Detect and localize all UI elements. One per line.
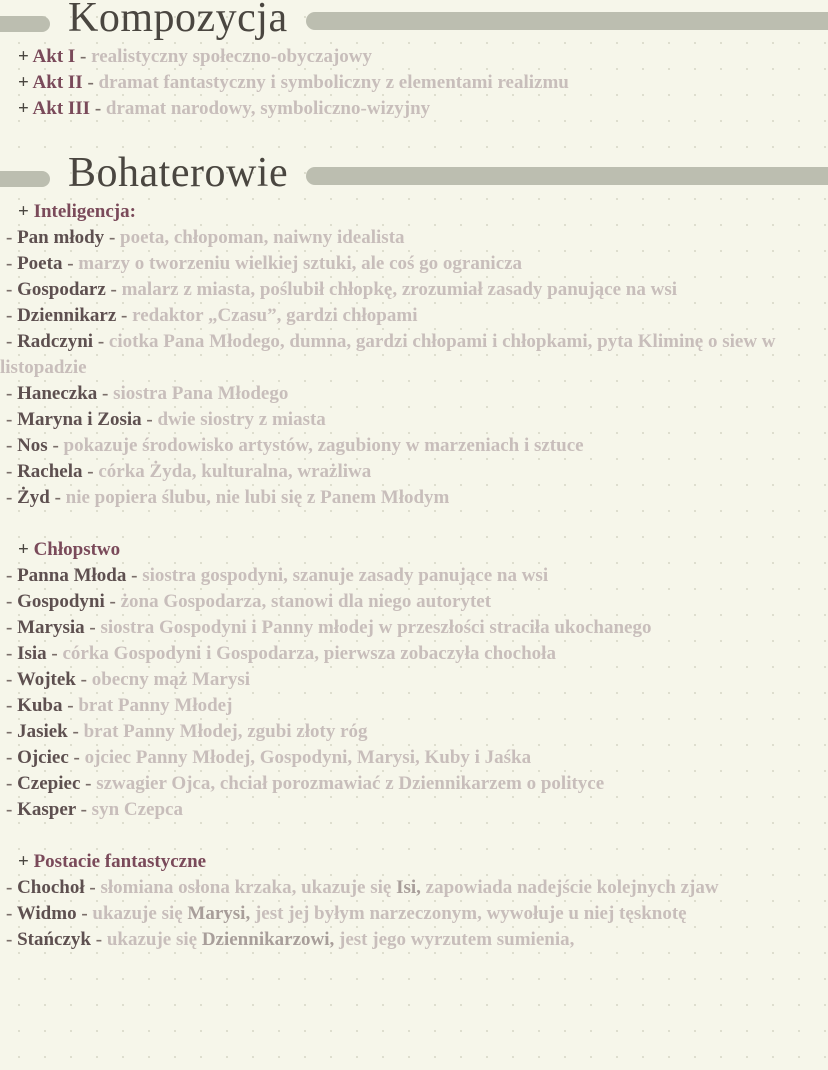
dash-bullet: -: [6, 773, 13, 794]
dash-separator: -: [85, 773, 92, 794]
dash-separator: -: [54, 487, 61, 508]
character-name: Gospodarz: [17, 279, 106, 300]
character-name: Chochoł: [17, 877, 85, 898]
dash-bullet: -: [6, 617, 13, 638]
character-description: obecny mąż Marysi: [91, 669, 250, 690]
character-name: Panna Młoda: [17, 565, 127, 586]
dash-bullet: -: [6, 929, 13, 950]
dash-separator: -: [67, 695, 74, 716]
character-item: [0, 303, 826, 329]
plus-bullet: +: [18, 98, 29, 119]
group-heading: [0, 849, 826, 875]
character-description: marzy o tworzeniu wielkiej sztuki, ale coś go ogranicza: [78, 253, 523, 274]
character-description: szwagier Ojca, chciał porozmawiać z Dziennikarzem o polityce: [96, 773, 605, 794]
character-name: Rachela: [17, 461, 83, 482]
dash-separator: -: [109, 591, 116, 612]
character-item: [0, 641, 826, 667]
dash-bullet: -: [6, 227, 13, 248]
character-description: zapowiada nadejście kolejnych zjaw: [420, 877, 719, 898]
plus-bullet: +: [18, 72, 29, 93]
character-name: Jasiek: [17, 721, 68, 742]
dash-bullet: -: [6, 643, 13, 664]
character-name: Czepiec: [17, 773, 81, 794]
character-item: [0, 589, 826, 615]
dash-separator: -: [97, 331, 105, 352]
character-item: [0, 225, 826, 251]
dash-bullet: -: [6, 721, 13, 742]
dash-separator: -: [81, 903, 88, 924]
dash-bullet: -: [6, 799, 13, 820]
dash-bullet: -: [6, 409, 13, 430]
character-item: [0, 615, 826, 641]
dash-bullet: -: [6, 487, 13, 508]
dash-bullet: -: [6, 591, 13, 612]
dash-bullet: -: [6, 435, 13, 456]
emphasized-text: Dziennikarzowi,: [201, 929, 335, 950]
plus-bullet: +: [18, 201, 29, 222]
section-title: Bohaterowie: [68, 150, 289, 196]
dash-separator: -: [110, 279, 117, 300]
act-name: Akt III: [32, 98, 91, 119]
section-title: Kompozycja: [68, 0, 288, 41]
dash-separator: -: [72, 721, 79, 742]
character-item: [0, 719, 826, 745]
dash-separator: -: [73, 747, 80, 768]
act-description: dramat fantastyczny i symboliczny z elementami realizmu: [98, 72, 569, 93]
character-description: jest jego wyrzutem sumienia,: [334, 929, 575, 950]
character-name: Nos: [17, 435, 48, 456]
character-name: Gospodyni: [17, 591, 105, 612]
character-description: jest jej byłym narzeczonym, wywołuje u niej tęsknotę: [250, 903, 687, 924]
character-item: [0, 251, 826, 277]
dash-bullet: -: [6, 305, 13, 326]
act-description: realistyczny społeczno-obyczajowy: [91, 46, 373, 67]
character-item: [0, 901, 826, 927]
emphasized-text: Marysi,: [187, 903, 251, 924]
dash-separator: -: [89, 877, 96, 898]
dash-bullet: -: [6, 279, 13, 300]
act-name: Akt II: [32, 72, 83, 93]
character-description: ukazuje się: [106, 929, 202, 950]
character-name: Poeta: [17, 253, 63, 274]
character-description: redaktor „Czasu”, gardzi chłopami: [132, 305, 418, 326]
group-label: Postacie fantastyczne: [33, 851, 207, 872]
dash-bullet: -: [6, 669, 13, 690]
character-item: [0, 693, 826, 719]
character-name: Maryna i Zosia: [17, 409, 142, 430]
dash-separator: -: [80, 669, 87, 690]
dash-separator: -: [80, 799, 87, 820]
dash-separator: -: [87, 72, 94, 93]
character-description: brat Panny Młodej: [78, 695, 233, 716]
character-description: córka Gospodyni i Gospodarza, pierwsza zobaczyła chochoła: [62, 643, 556, 664]
dash-separator: -: [51, 643, 58, 664]
character-name: Isia: [17, 643, 47, 664]
character-item: [0, 563, 826, 589]
character-description: ukazuje się: [92, 903, 188, 924]
dash-separator: -: [108, 227, 116, 248]
character-name: Kasper: [17, 799, 76, 820]
dash-bullet: -: [6, 461, 13, 482]
character-description: syn Czepca: [91, 799, 183, 820]
character-description: słomiana osłona krzaka, ukazuje się: [100, 877, 397, 898]
character-item: [0, 485, 826, 511]
character-item: [0, 875, 826, 901]
act-item: [0, 44, 826, 70]
character-item: [0, 433, 826, 459]
character-name: Żyd: [17, 487, 50, 508]
dash-separator: -: [146, 409, 153, 430]
character-item: [0, 771, 826, 797]
act-name: Akt I: [32, 46, 76, 67]
dash-separator: -: [94, 98, 102, 119]
character-name: Pan młody: [17, 227, 105, 248]
character-name: Widmo: [16, 903, 77, 924]
character-description: siostra gospodyni, szanuje zasady panujące na wsi: [142, 565, 549, 586]
character-description: córka Żyda, kulturalna, wrażliwa: [98, 461, 372, 482]
character-name: Kuba: [17, 695, 63, 716]
character-item: [0, 797, 826, 823]
dash-separator: -: [89, 617, 96, 638]
character-item: [0, 407, 826, 433]
character-name: Dziennikarz: [17, 305, 117, 326]
dash-bullet: -: [6, 747, 13, 768]
header-decoration-left: [0, 171, 50, 187]
dash-separator: -: [52, 435, 59, 456]
character-description: malarz z miasta, poślubił chłopkę, zrozumiał zasady panujące na wsi: [121, 279, 678, 300]
character-description: pokazuje środowisko artystów, zagubiony w marzeniach i sztuce: [63, 435, 584, 456]
character-name: Ojciec: [17, 747, 69, 768]
act-item: [0, 96, 826, 122]
dash-separator: -: [80, 46, 87, 67]
dash-separator: -: [67, 253, 74, 274]
character-item: [0, 329, 826, 381]
dash-separator: -: [95, 929, 103, 950]
character-description: siostra Gospodyni i Panny młodej w przeszłości straciła ukochanego: [100, 617, 652, 638]
character-item: [0, 277, 826, 303]
dash-bullet: -: [6, 383, 13, 404]
dash-bullet: -: [6, 877, 13, 898]
character-description: poeta, chłopoman, naiwny idealista: [120, 227, 405, 248]
emphasized-text: Isi,: [396, 877, 421, 898]
character-description: brat Panny Młodej, zgubi złoty róg: [83, 721, 368, 742]
dash-separator: -: [131, 565, 138, 586]
character-name: Haneczka: [17, 383, 98, 404]
character-description: żona Gospodarza, stanowi dla niego autorytet: [120, 591, 492, 612]
character-item: [0, 459, 826, 485]
group-label: Chłopstwo: [33, 539, 121, 560]
dash-bullet: -: [6, 695, 13, 716]
dash-bullet: -: [6, 253, 13, 274]
character-item: [0, 745, 826, 771]
header-decoration-right: [306, 12, 828, 30]
plus-bullet: +: [18, 851, 29, 872]
character-name: Wojtek: [16, 669, 76, 690]
character-item: [0, 381, 826, 407]
group-label: Inteligencja:: [33, 201, 136, 222]
character-description: ciotka Pana Młodego, dumna, gardzi chłopami i chłopkami, pyta Kliminę o siew w listopadzie: [0, 331, 776, 378]
character-name: Radczyni: [17, 331, 94, 352]
act-description: dramat narodowy, symboliczno-wizyjny: [105, 98, 431, 119]
character-description: dwie siostry z miasta: [157, 409, 326, 430]
character-name: Stańczyk: [17, 929, 91, 950]
dash-separator: -: [121, 305, 128, 326]
act-item: [0, 70, 826, 96]
dash-bullet: -: [6, 331, 13, 352]
character-item: [0, 667, 826, 693]
group-heading: [0, 199, 826, 225]
dash-bullet: -: [6, 565, 13, 586]
plus-bullet: +: [18, 539, 29, 560]
header-decoration-right: [306, 167, 828, 185]
group-heading: [0, 537, 826, 563]
character-description: nie popiera ślubu, nie lubi się z Panem Młodym: [65, 487, 450, 508]
character-name: Marysia: [17, 617, 85, 638]
character-description: ojciec Panny Młodej, Gospodyni, Marysi, Kuby i Jaśka: [84, 747, 532, 768]
header-decoration-left: [0, 16, 50, 32]
dash-separator: -: [87, 461, 94, 482]
character-description: siostra Pana Młodego: [113, 383, 289, 404]
dash-separator: -: [102, 383, 109, 404]
character-item: [0, 927, 826, 953]
dash-bullet: -: [6, 903, 13, 924]
plus-bullet: +: [18, 46, 29, 67]
